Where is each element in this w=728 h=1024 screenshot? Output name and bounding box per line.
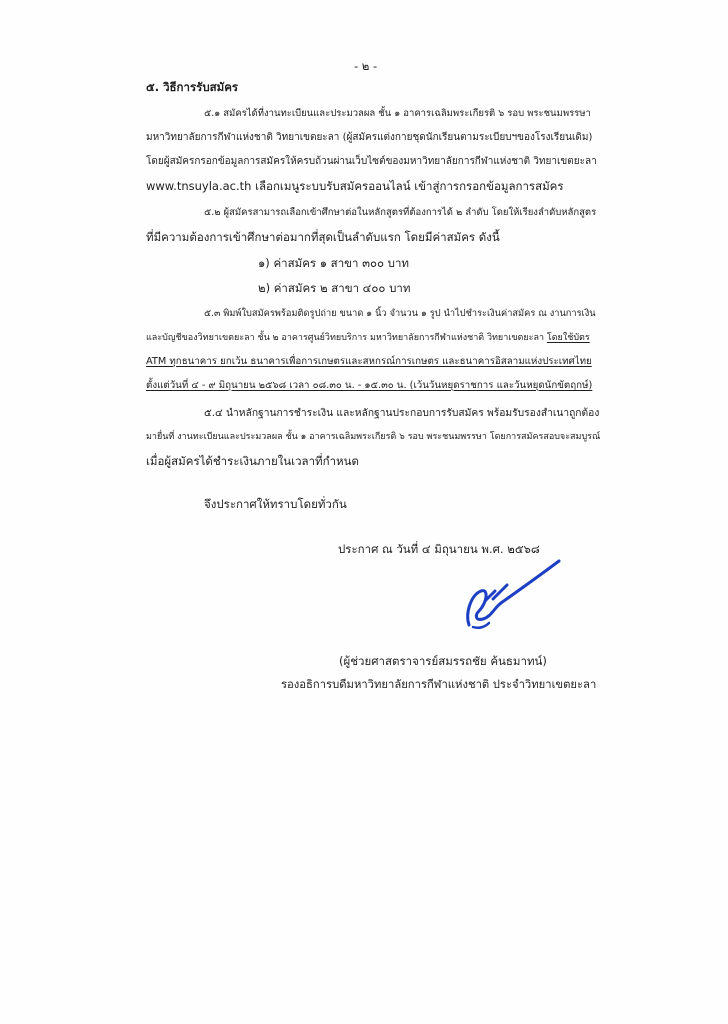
- page-number: - ๒ -: [354, 59, 378, 73]
- item-5-1-line-1: ๕.๑ สมัครได้ที่งานทะเบียนและประมวลผล ชั้น ๑ อาคารเฉลิมพระเกียรติ ๖ รอบ พระชนมพรรษา: [204, 108, 591, 119]
- item-5-4-line-1: ๕.๔ นำหลักฐานการชำระเงิน และหลักฐานประกอบการรับสมัคร พร้อมรับรองสำเนาถูกต้อง: [204, 407, 600, 419]
- item-5-1-line-3: โดยผู้สมัครกรอกข้อมูลการสมัครให้ครบถ้วนผ่านเว็บไซต์ของมหาวิทยาลัยการกีฬาแห่งชาติ วิทยาเขตยะลา: [146, 156, 597, 167]
- item-5-3-line-2-text: และบัญชีของวิทยาเขตยะลา ชั้น ๒ อาคารศูนย์วิทยบริการ มหาวิทยาลัยการกีฬาแห่งชาติ วิทยาเขตยะลา: [146, 333, 547, 343]
- announcement-text: จึงประกาศให้ทราบโดยทั่วกัน: [204, 497, 347, 511]
- item-5-4-line-3: เมื่อผู้สมัครได้ชำระเงินภายในเวลาที่กำหนด: [146, 454, 359, 468]
- handwritten-signature: [455, 555, 565, 640]
- announcement-date: ประกาศ ณ วันที่ ๔ มิถุนายน พ.ศ. ๒๕๖๘: [338, 542, 540, 556]
- fee-1: ๑) ค่าสมัคร ๑ สาขา ๓๐๐ บาท: [258, 256, 410, 270]
- item-5-3-line-4: ตั้งแต่วันที่ ๔ - ๙ มิถุนายน ๒๕๖๘ เวลา ๐๘.๓๐ น. - ๑๕.๓๐ น. (เว้นวันหยุดราชการ และวันหยุดนักขัตฤกษ์): [146, 380, 593, 391]
- item-5-1-line-4: www.tnsuyla.ac.th เลือกเมนูระบบรับสมัครออนไลน์ เข้าสู่การกรอกข้อมูลการสมัคร: [146, 179, 564, 193]
- item-5-3-line-1: ๕.๓ พิมพ์ใบสมัครพร้อมติดรูปถ่าย ขนาด ๑ นิ้ว จำนวน ๑ รูป นำไปชำระเงินค่าสมัคร ณ งานการเงิน: [204, 308, 596, 319]
- item-5-3-line-2: [146, 330, 590, 346]
- item-5-2-line-2: ที่มีความต้องการเข้าศึกษาต่อมากที่สุดเป็นลำดับแรก โดยมีค่าสมัคร ดังนี้: [146, 230, 500, 244]
- section-heading: ๕. วิธีการรับสมัคร: [146, 80, 239, 94]
- signatory-name: (ผู้ช่วยศาสตราจารย์สมรรถชัย ค้นธมาทน์): [339, 654, 547, 668]
- item-5-3-line-2-underlined: โดยใช้บัตร: [546, 333, 590, 343]
- item-5-1-line-2: มหาวิทยาลัยการกีฬาแห่งชาติ วิทยาเขตยะลา (ผู้สมัครแต่งกายชุดนักเรียนตามระเบียบฯของโรงเรียนเดิม): [146, 132, 593, 143]
- item-5-3-line-3: ATM ทุกธนาคาร ยกเว้น ธนาคารเพื่อการเกษตรและสหกรณ์การเกษตร และธนาคารอิสลามแห่งประเทศไทย: [146, 356, 592, 367]
- item-5-2-line-1: ๕.๒ ผู้สมัครสามารถเลือกเข้าศึกษาต่อในหลักสูตรที่ต้องการได้ ๒ ลำดับ โดยให้เรียงลำดับหลักสูตร: [204, 207, 597, 218]
- signatory-title: รองอธิการบดีมหาวิทยาลัยการกีฬาแห่งชาติ ประจำวิทยาเขตยะลา: [281, 678, 597, 691]
- fee-2: ๒) ค่าสมัคร ๒ สาขา ๔๐๐ บาท: [258, 281, 411, 295]
- item-5-4-line-2: มายื่นที่ งานทะเบียนและประมวลผล ชั้น ๑ อาคารเฉลิมพระเกียรติ ๖ รอบ พระชนมพรรษา โดยการสมัครสอบจะสมบูรณ์: [146, 432, 601, 442]
